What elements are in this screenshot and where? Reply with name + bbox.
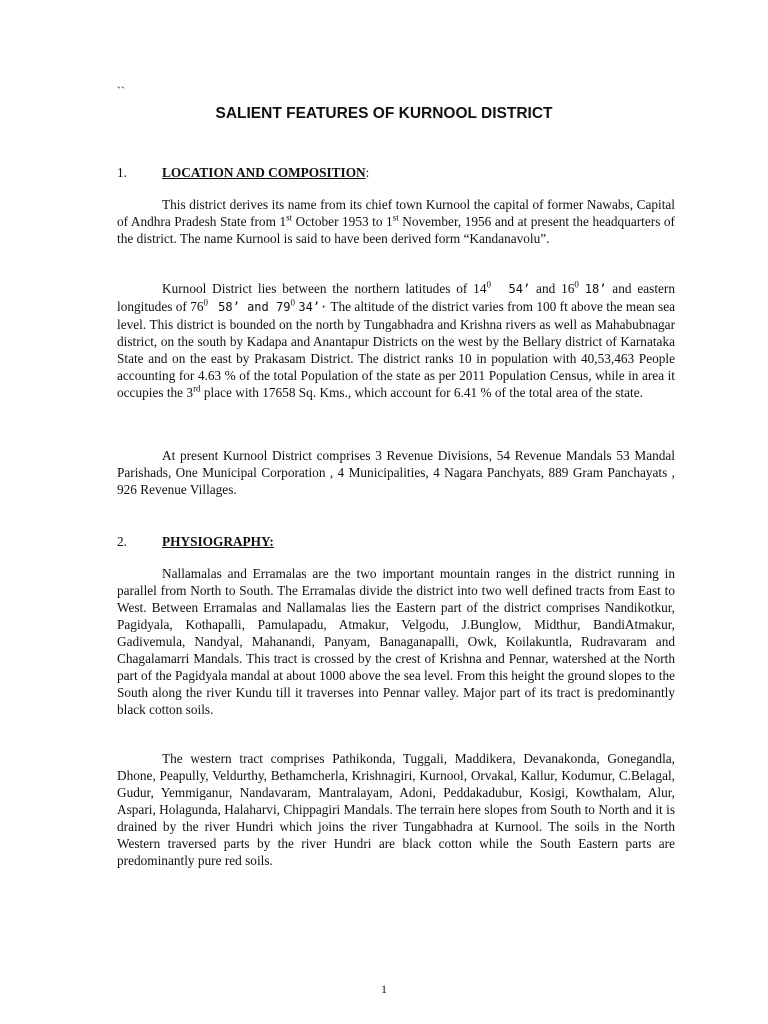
s1p2-sup-3: 0 [203,297,209,308]
s1p2-sup-5: rd [193,383,201,394]
document-title: SALIENT FEATURES OF KURNOOL DISTRICT [215,105,553,122]
section-2-title: PHYSIOGRAPHY: [162,534,274,549]
s2p1-text: Nallamalas and Erramalas are the two important mountain ranges in the district running in parallel from North to South. The Erramalas divide the district into two well defined tracts from East to West. Between Erramalas and Nallamalas lies the Eastern part of the district comprises Nandikotkur, Pagidyala, Kothapalli, Pamulapadu, Atmakur, Velgodu, J.Bunglow, Midthur, BandiAtmakur, Gadivemula, Nandyal, Mahanandi, Panyam, Banaganapalli, Owk, Koilakuntla, Rudravaram and Chagalamarri Mandals. This tract is crossed by the crest of Krishna and Pennar, watershed at the North part of the Pagidyala mandal at about 1000 above the sea level. From this height the ground slopes to the South along the river Kundu till it traverses into Pennar valley. Major part of its tract is predominantly black cotton soils. [117,566,675,717]
section-1-heading [117,164,675,181]
section-1-title-suffix: : [365,165,370,180]
s1p1-text-a: This district derives its name from its chief town Kurnool the capital of former Nawabs, Capital of Andhra Pradesh State from 1 [117,197,675,229]
section-1-title: LOCATION AND COMPOSITION [162,165,366,180]
s1p2-sup-2: 0 [574,279,579,290]
s1p2-text-c: and 16 [530,281,575,296]
section-2-heading [117,533,675,550]
s1p2-long-min-2: 34’· [298,300,328,314]
section-1-paragraph-2 [117,280,675,401]
corner-mark: `` [117,84,125,98]
s2p2-text: The western tract comprises Pathikonda, Tuggali, Maddikera, Devanakonda, Gonegandla, Dhone, Peapully, Veldurthy, Bethamcherla, Krishnagiri, Kurnool, Orvakal, Kallur, Kodumur, C.Belagal, Gudur, Yemmiganur, Nandavaram, Mantralayam, Adoni, Peddakadubur, Kosigi, Kowthalam, Alur, Aspari, Holagunda, Halaharvi, Chippagiri Mandals. The terrain here slopes from South to North and it is drained by the river Hundri which joins the river Tungabhadra at Kurnool. The soils in the North Western traversed parts by the river Hundri are black cotton while the South Eastern parts are predominantly pure red soils. [117,751,675,868]
s1p1-text-b: October 1953 to 1 [292,214,393,229]
s1p2-text-a: Kurnool District lies between the northern latitudes of 14 [162,281,487,296]
s1p2-sup-4: 0 [290,297,295,308]
s1p3-text: At present Kurnool District comprises 3 Revenue Divisions, 54 Revenue Mandals 53 Mandal Parishads, One Municipal Corporation , 4 Municipalities, 4 Nagara Panchyats, 889 Gram Panchayats , 926 Revenue Villages. [117,448,675,497]
section-1-paragraph-3 [117,447,675,498]
s1p2-lat-min-1: 54’ [508,282,531,296]
section-2-paragraph-2 [117,750,675,869]
s1p2-long-min-1: 58’ and 79 [218,300,291,314]
s1p2-sup-1: 0 [486,279,491,290]
section-1-number: 1. [117,165,127,180]
s1p2-text-h: The altitude of the district varies from 100 ft above the mean sea level. This district is bounded on the north by Tungabhadra and Krishna rivers as well as Mahabubnagar district, on the south by Kadapa and Anantapur Districts on the west by the Bellary district of Karnataka State and on the east by Prakasam District. The district ranks 10 in population with 40,53,463 People accounting for 4.63 % of the total Population of the state as per 2011 Population Census, while in area it occupies the 3 [117,299,675,400]
s1p2-lat-min-2: 18’ [584,282,607,296]
page-number: 1 [381,982,387,996]
section-2-paragraph-1 [117,565,675,718]
s1p2-text-i: place with 17658 Sq. Kms., which account for 6.41 % of the total area of the state. [200,385,643,400]
s1p1-sup-2: st [392,212,399,223]
section-1-paragraph-1 [117,196,675,247]
s1p1-sup-1: st [286,212,293,223]
s1p1-text-c: November, 1956 and at present the headquarters of the district. The name Kurnool is said to have been derived form “Kandanavolu”. [117,214,675,246]
s1p2-text-e: and eastern longitudes of 76 [117,281,675,314]
section-2 [117,533,675,550]
section-2-number: 2. [117,534,127,549]
section-1 [117,164,675,181]
